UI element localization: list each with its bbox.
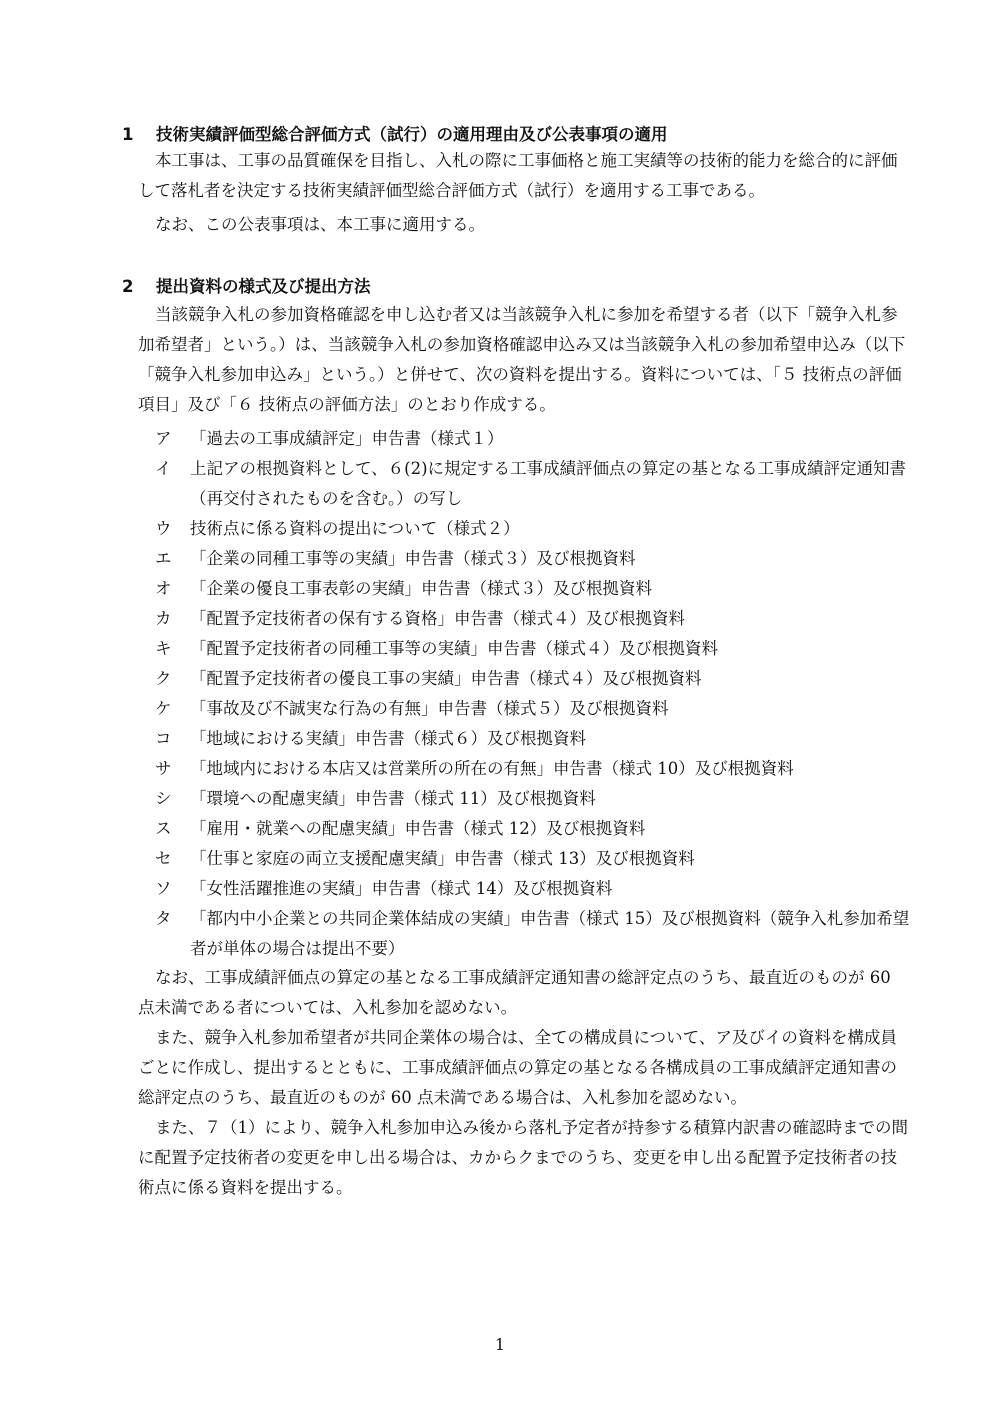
section-1-paragraph-1: 本工事は、工事の品質確保を目指し、入札の際に工事価格と施工実績等の技術的能力を総合的に評価して落札者を決定する技術実績評価型総合評価方式（試行）を適用する工事である。: [138, 151, 898, 200]
list-item: [155, 694, 915, 724]
item-text: 「配置予定技術者の優良工事の実績」申告書（様式４）及び根拠資料: [190, 669, 702, 688]
item-mark: ケ: [155, 699, 172, 718]
list-item: [155, 904, 915, 964]
list-item: [155, 574, 915, 604]
list-item: [155, 814, 915, 844]
item-mark: ソ: [155, 879, 172, 898]
item-mark: シ: [155, 789, 172, 808]
item-text: 「事故及び不誠実な行為の有無」申告書（様式５）及び根拠資料: [190, 699, 669, 718]
item-mark: エ: [155, 549, 172, 568]
item-mark: ウ: [155, 519, 172, 538]
item-text: 「企業の優良工事表彰の実績」申告書（様式３）及び根拠資料: [190, 579, 652, 598]
item-text: 「女性活躍推進の実績」申告書（様式 14）及び根拠資料: [190, 879, 613, 898]
note-paragraph-2: また、競争入札参加希望者が共同企業体の場合は、全ての構成員について、ア及びイの資料を構成員ごとに作成し、提出するとともに、工事成績評価点の算定の基となる各構成員の工事成績評定通知書の総評定点のうち、最直近のものが 60 点未満である場合は、入札参加を認めない。: [138, 1028, 897, 1107]
item-mark: ス: [155, 819, 172, 838]
item-text: 「雇用・就業への配慮実績」申告書（様式 12）及び根拠資料: [190, 819, 646, 838]
item-text: 「環境への配慮実績」申告書（様式 11）及び根拠資料: [190, 789, 596, 808]
list-item: [155, 454, 915, 514]
section-2-heading: [122, 276, 922, 298]
list-item: [155, 664, 915, 694]
item-mark: セ: [155, 849, 172, 868]
item-mark: ア: [155, 429, 172, 448]
list-item: [155, 844, 915, 874]
section-2-notes: [138, 963, 908, 1203]
list-item: [155, 544, 915, 574]
section-1-title: 技術実績評価型総合評価方式（試行）の適用理由及び公表事項の適用: [156, 125, 668, 144]
item-text: 技術点に係る資料の提出について（様式２）: [190, 519, 520, 538]
item-text: 「都内中小企業との共同企業体結成の実績」申告書（様式 15）及び根拠資料（競争入札参加希望者が単体の場合は提出不要）: [190, 909, 910, 958]
item-text: 「仕事と家庭の両立支援配慮実績」申告書（様式 13）及び根拠資料: [190, 849, 695, 868]
item-mark: オ: [155, 579, 172, 598]
section-2-number: 2: [122, 277, 134, 296]
list-item: [155, 634, 915, 664]
item-text: 「企業の同種工事等の実績」申告書（様式３）及び根拠資料: [190, 549, 636, 568]
item-mark: サ: [155, 759, 172, 778]
item-text: 「地域における実績」申告書（様式６）及び根拠資料: [190, 729, 586, 748]
list-item: [155, 424, 915, 454]
section-2-title: 提出資料の様式及び提出方法: [156, 277, 371, 296]
list-item: [155, 514, 915, 544]
section-1-heading: [122, 124, 922, 146]
list-item: [155, 874, 915, 904]
item-mark: イ: [155, 459, 172, 478]
item-text: 「過去の工事成績評定」申告書（様式１）: [190, 429, 504, 448]
submission-items-list: [155, 424, 915, 964]
item-mark: コ: [155, 729, 172, 748]
item-mark: ク: [155, 669, 172, 688]
note-paragraph-1: なお、工事成績評価点の算定の基となる工事成績評定通知書の総評定点のうち、最直近のものが 60 点未満である者については、入札参加を認めない。: [138, 968, 891, 1017]
item-text: 「地域内における本店又は営業所の所在の有無」申告書（様式 10）及び根拠資料: [190, 759, 794, 778]
list-item: [155, 724, 915, 754]
list-item: [155, 784, 915, 814]
section-1-number: 1: [122, 125, 134, 144]
note-paragraph-3: また、７（1）により、競争入札参加申込み後から落札予定者が持参する積算内訳書の確認時までの間に配置予定技術者の変更を申し出る場合は、カからクまでのうち、変更を申し出る配置予定技術者の技術点に係る資料を提出する。: [138, 1118, 908, 1197]
section-2-intro: 当該競争入札の参加資格確認を申し込む者又は当該競争入札に参加を希望する者（以下「競争入札参加希望者」という。）は、当該競争入札の参加資格確認申込み又は当該競争入札の参加希望申込み（以下「競争入札参加申込み」という。）と併せて、次の資料を提出する。資料については、「５ 技術点の評価項目」及び「６ 技術点の評価方法」のとおり作成する。: [138, 305, 906, 414]
list-item: [155, 754, 915, 784]
section-1-paragraph-2: なお、この公表事項は、本工事に適用する。: [155, 215, 485, 234]
item-mark: カ: [155, 609, 172, 628]
item-text: 「配置予定技術者の同種工事等の実績」申告書（様式４）及び根拠資料: [190, 639, 718, 658]
page-number: 1: [494, 1335, 506, 1354]
list-item: [155, 604, 915, 634]
item-mark: タ: [155, 909, 172, 928]
item-text: 「配置予定技術者の保有する資格」申告書（様式４）及び根拠資料: [190, 609, 685, 628]
item-text: 上記アの根拠資料として、６(2)に規定する工事成績評価点の算定の基となる工事成績評定通知書（再交付されたものを含む。）の写し: [190, 459, 907, 508]
item-mark: キ: [155, 639, 172, 658]
